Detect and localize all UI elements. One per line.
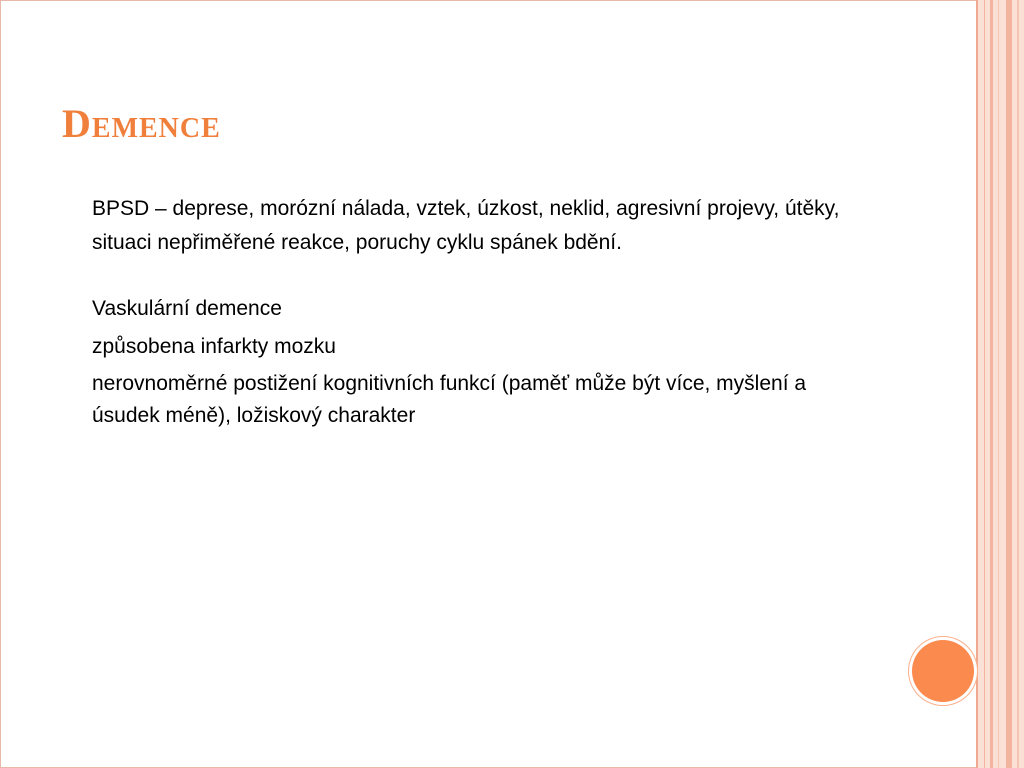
slide-body (92, 192, 872, 432)
decorative-stripe-band (976, 0, 1024, 768)
body-paragraph-symptoms: nerovnoměrné postižení kognitivních funkcí (paměť může být více, myšlení a úsudek méně), ložiskový charakter (92, 372, 807, 427)
body-paragraph-bpsd: BPSD – deprese, morózní nálada, vztek, úzkost, neklid, agresivní projevy, útěky, situaci nepřiměřené reakce, poruchy cyklu spánek bdění. (92, 197, 840, 254)
slide-border-left (0, 0, 1, 768)
decorative-stripe (998, 0, 999, 768)
decorative-stripe (1006, 0, 1012, 768)
decorative-stripe (984, 0, 985, 768)
decorative-stripe (1017, 0, 1019, 768)
slide-title: Demence (62, 101, 221, 146)
body-paragraph-cause: způsobena infarkty mozku (92, 335, 336, 358)
decorative-stripe (976, 0, 978, 768)
decorative-stripe (990, 0, 993, 768)
body-paragraph-vascular-heading: Vaskulární demence (92, 297, 282, 320)
orange-circle-decoration (912, 640, 974, 702)
slide-border-top (0, 0, 976, 1)
